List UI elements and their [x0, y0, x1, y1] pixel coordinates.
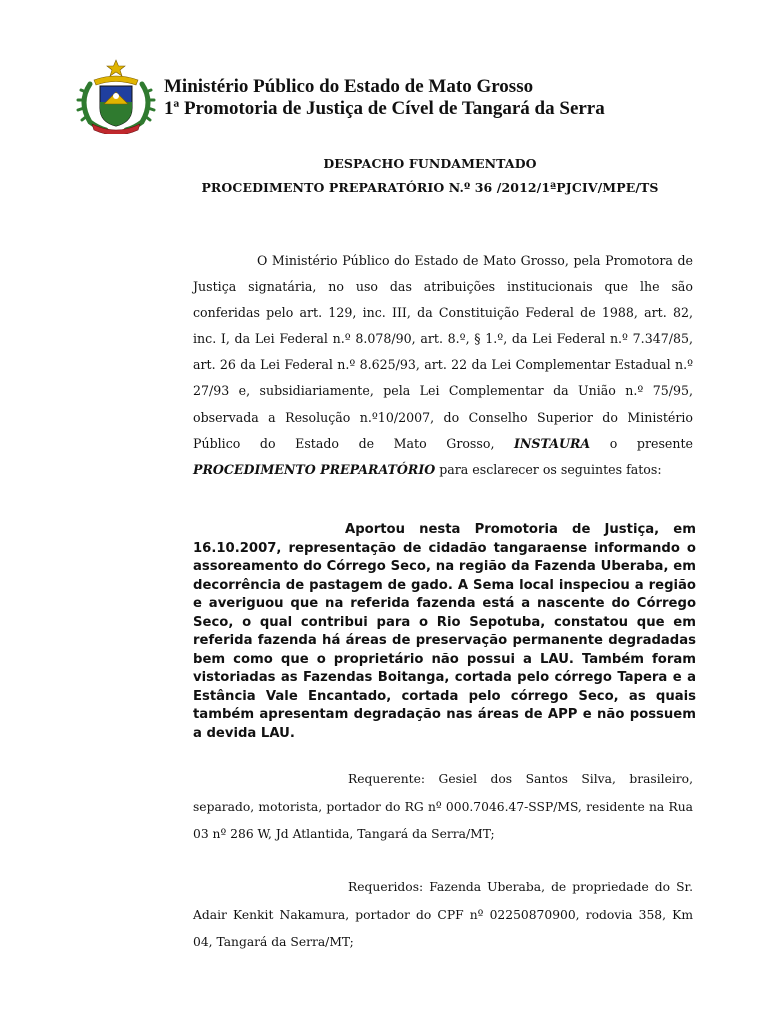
requerente-text: Requerente: Gesiel dos Santos Silva, brasileiro, separado, motorista, portador do RG nº 000.7046.47-SSP/MS, residente na Rua 03 nº 286 W, Jd Atlantida, Tangará da Serra/MT; [193, 772, 693, 841]
facts-text: Aportou nesta Promotoria de Justiça, em 16.10.2007, representação de cidadão tangaraense informando o assoreamento do Córrego Seco, na região da Fazenda Uberaba, em decorrência de pastagem de gado. A Sema local inspeciou a região e averiguou que na referida fazenda está a nascente do Córrego Seco, o qual contribui para o Rio Sepotuba, constatou que em referida fazenda há áreas de preservação permanente degradadas bem como que o proprietário não possui a LAU. Também foram vistoriadas as Fazendas Boitanga, cortada pelo córrego Tapera e a Estância Vale Encantado, cortada pelo córrego Seco, as quais também apresentam degradação nas áreas de APP e não possuem a devida LAU. [193, 522, 696, 741]
state-coat-of-arms-icon [76, 58, 156, 134]
intro-text-middle: o presente [590, 435, 693, 451]
procedimento-keyword: PROCEDIMENTO PREPARATÓRIO [193, 461, 436, 477]
organization-line-1: Ministério Público do Estado de Mato Grosso [164, 76, 534, 97]
intro-text-before: O Ministério Público do Estado de Mato Grosso, pela Promotora de Justiça signatária, no uso das atribuições institucionais que lhe são conferidas pelo art. 129, inc. III, da Constituição Federal de 1988, art. 82, inc. I, da Lei Federal n.º 8.078/90, art. 8.º, § 1.º, da Lei Federal n.º 7.347/85, art. 26 da Lei Federal n.º 8.625/93, art. 22 da Lei Complementar Estadual n.º 27/93 e, subsidiariamente, pela Lei Complementar da União n.º 75/95, observada a Resolução n.º10/2007, do Conselho Superior do Ministério Público do Estado de Mato Grosso, [193, 253, 693, 451]
requerente-paragraph [193, 766, 693, 849]
letterhead [76, 58, 736, 134]
document-title [150, 152, 710, 200]
facts-paragraph [193, 521, 696, 743]
organization-name [164, 76, 605, 120]
requeridos-paragraph [193, 874, 693, 957]
intro-paragraph [193, 248, 693, 483]
organization-line-2: 1ª Promotoria de Justiça de Cível de Tangará da Serra [164, 98, 605, 119]
title-procedimento: PROCEDIMENTO PREPARATÓRIO N.º 36 /2012/1ªPJCIV/MPE/TS [201, 180, 659, 195]
title-despacho: DESPACHO FUNDAMENTADO [323, 156, 537, 171]
instaura-keyword: INSTAURA [514, 435, 591, 451]
requeridos-text: Requeridos: Fazenda Uberaba, de propriedade do Sr. Adair Kenkit Nakamura, portador do CPF nº 02250870900, rodovia 358, Km 04, Tangará da Serra/MT; [193, 880, 693, 949]
intro-text-after: para esclarecer os seguintes fatos: [435, 461, 662, 477]
